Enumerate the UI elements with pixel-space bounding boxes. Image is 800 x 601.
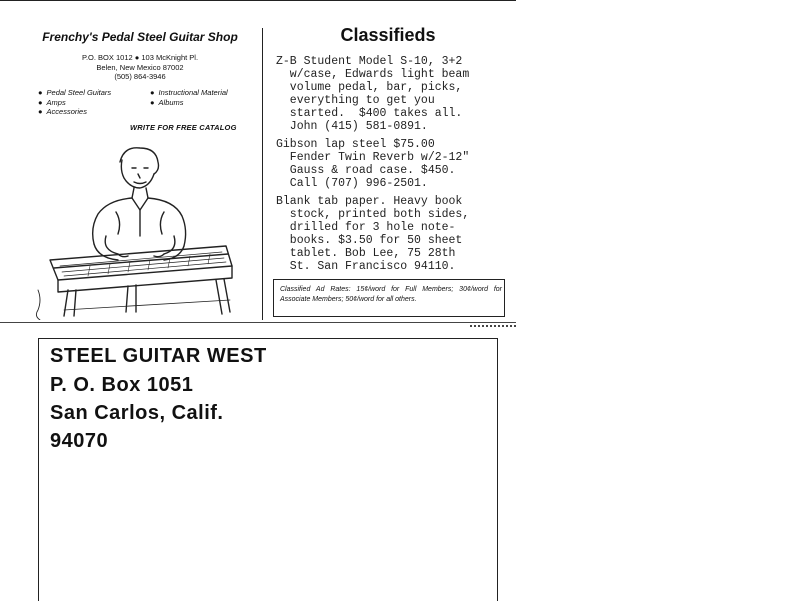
classified-ad: Blank tab paper. Heavy book stock, printed both sides, drilled for 3 hole note- books. $3.50 for 50 sheet tablet. Bob Lee, 75 28th St. San Francisco 94110. — [276, 195, 470, 273]
list-item: ● Albums — [150, 97, 184, 107]
list-item: ● Amps — [38, 97, 66, 107]
shop-title: Frenchy's Pedal Steel Guitar Shop — [42, 30, 238, 44]
product-list-left — [38, 88, 111, 117]
mailing-city: San Carlos, Calif. — [50, 402, 224, 424]
steel-guitar-player-illustration — [28, 140, 246, 320]
shop-address-line2: Belen, New Mexico 87002 — [96, 62, 184, 72]
shop-address-line1: P.O. BOX 1012 ● 103 McKnight Pl. — [81, 53, 199, 62]
list-item: ● Pedal Steel Guitars — [38, 88, 112, 97]
classified-ad: Gibson lap steel $75.00 Fender Twin Reverb w/2-12" Gauss & road case. $450. Call (707) 996-2501. — [276, 138, 470, 190]
dotted-rule — [470, 325, 516, 327]
product-list-right — [150, 88, 228, 107]
classifieds-title: Classifieds — [340, 25, 436, 45]
mailing-zip: 94070 — [50, 430, 109, 452]
ad-rates-text: Classified Ad Rates: 15¢/word for Full Members; 30¢/word for Associate Members; 50¢/word for all others. — [280, 286, 502, 303]
mailing-po-box: P. O. Box 1051 — [50, 374, 194, 396]
shop-phone: (505) 864-3946 — [114, 72, 166, 81]
column-divider — [262, 28, 263, 320]
list-item: ● Accessories — [38, 107, 87, 116]
shop-address — [20, 53, 260, 82]
catalog-note: WRITE FOR FREE CATALOG — [130, 123, 237, 132]
list-item: ● Instructional Material — [150, 88, 228, 97]
section-divider — [0, 322, 516, 323]
classified-ad: Z-B Student Model S-10, 3+2 w/case, Edwards light beam volume pedal, bar, picks, everything to get you started. $400 takes all. John (415) 581-0891. — [276, 55, 470, 133]
mailing-name: STEEL GUITAR WEST — [50, 345, 267, 367]
top-rule — [0, 0, 516, 1]
